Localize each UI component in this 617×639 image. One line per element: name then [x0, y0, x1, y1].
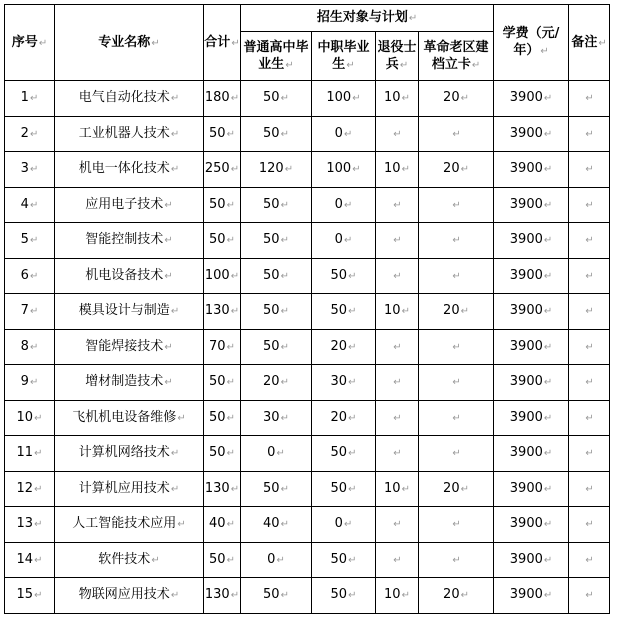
- cell-total: 130↵: [204, 471, 241, 507]
- cell-veterans: 10↵: [376, 471, 419, 507]
- cell-revolution-area: 20↵: [419, 471, 494, 507]
- cell-remark: ↵: [569, 507, 610, 543]
- cell-revolution-area: ↵: [419, 329, 494, 365]
- cell-major-name: 智能焊接技术↵: [55, 329, 204, 365]
- table-row: [5, 507, 610, 543]
- cell-veterans: ↵: [376, 436, 419, 472]
- enrollment-plan-table: [4, 4, 610, 614]
- cell-revolution-area: ↵: [419, 400, 494, 436]
- cell-tuition: 3900↵: [494, 223, 569, 259]
- cell-high-school: 50↵: [241, 258, 312, 294]
- cell-major-name: 智能控制技术↵: [55, 223, 204, 259]
- cell-major-name: 计算机应用技术↵: [55, 471, 204, 507]
- cell-revolution-area: 20↵: [419, 578, 494, 614]
- cell-total: 50↵: [204, 365, 241, 401]
- cell-vocational: 100↵: [312, 81, 376, 117]
- cell-high-school: 30↵: [241, 400, 312, 436]
- cell-veterans: ↵: [376, 187, 419, 223]
- cell-remark: ↵: [569, 223, 610, 259]
- table-row: [5, 400, 610, 436]
- cell-total: 50↵: [204, 187, 241, 223]
- cell-high-school: 50↵: [241, 471, 312, 507]
- cell-tuition: 3900↵: [494, 152, 569, 188]
- cell-revolution-area: 20↵: [419, 81, 494, 117]
- header-row-top: [5, 5, 610, 32]
- cell-seq: 6↵: [5, 258, 55, 294]
- cell-tuition: 3900↵: [494, 436, 569, 472]
- cell-high-school: 50↵: [241, 294, 312, 330]
- table-row: [5, 81, 610, 117]
- cell-veterans: ↵: [376, 223, 419, 259]
- cell-vocational: 50↵: [312, 471, 376, 507]
- table-row: [5, 436, 610, 472]
- cell-remark: ↵: [569, 542, 610, 578]
- table-row: [5, 365, 610, 401]
- cell-veterans: ↵: [376, 507, 419, 543]
- cell-remark: ↵: [569, 258, 610, 294]
- cell-vocational: 0↵: [312, 223, 376, 259]
- cell-high-school: 0↵: [241, 542, 312, 578]
- cell-tuition: 3900↵: [494, 400, 569, 436]
- cell-major-name: 飞机机电设备维修↵: [55, 400, 204, 436]
- header-high-school: 普通高中毕业生↵: [241, 32, 312, 81]
- cell-high-school: 50↵: [241, 329, 312, 365]
- cell-total: 50↵: [204, 223, 241, 259]
- cell-major-name: 增材制造技术↵: [55, 365, 204, 401]
- cell-total: 130↵: [204, 578, 241, 614]
- cell-revolution-area: ↵: [419, 223, 494, 259]
- cell-tuition: 3900↵: [494, 81, 569, 117]
- cell-high-school: 50↵: [241, 187, 312, 223]
- table-row: [5, 258, 610, 294]
- table-row: [5, 329, 610, 365]
- cell-total: 50↵: [204, 436, 241, 472]
- cell-total: 50↵: [204, 542, 241, 578]
- cell-seq: 4↵: [5, 187, 55, 223]
- cell-remark: ↵: [569, 294, 610, 330]
- cell-total: 250↵: [204, 152, 241, 188]
- header-enrollment-group: 招生对象与计划↵: [241, 5, 494, 32]
- cell-high-school: 50↵: [241, 81, 312, 117]
- cell-veterans: ↵: [376, 258, 419, 294]
- cell-seq: 5↵: [5, 223, 55, 259]
- cell-vocational: 0↵: [312, 507, 376, 543]
- cell-revolution-area: 20↵: [419, 294, 494, 330]
- cell-seq: 2↵: [5, 116, 55, 152]
- cell-major-name: 人工智能技术应用↵: [55, 507, 204, 543]
- cell-veterans: ↵: [376, 329, 419, 365]
- cell-high-school: 50↵: [241, 223, 312, 259]
- cell-vocational: 0↵: [312, 187, 376, 223]
- cell-veterans: ↵: [376, 365, 419, 401]
- cell-seq: 10↵: [5, 400, 55, 436]
- cell-vocational: 50↵: [312, 542, 376, 578]
- cell-revolution-area: ↵: [419, 507, 494, 543]
- cell-vocational: 50↵: [312, 258, 376, 294]
- cell-vocational: 30↵: [312, 365, 376, 401]
- table-row: [5, 542, 610, 578]
- table-row: [5, 116, 610, 152]
- cell-vocational: 50↵: [312, 294, 376, 330]
- cell-total: 180↵: [204, 81, 241, 117]
- cell-major-name: 电气自动化技术↵: [55, 81, 204, 117]
- header-seq: 序号↵: [5, 5, 55, 81]
- cell-tuition: 3900↵: [494, 471, 569, 507]
- cell-seq: 7↵: [5, 294, 55, 330]
- cell-vocational: 50↵: [312, 578, 376, 614]
- cell-high-school: 40↵: [241, 507, 312, 543]
- cell-tuition: 3900↵: [494, 507, 569, 543]
- table-row: [5, 152, 610, 188]
- cell-remark: ↵: [569, 152, 610, 188]
- cell-seq: 1↵: [5, 81, 55, 117]
- table-row: [5, 223, 610, 259]
- cell-total: 50↵: [204, 116, 241, 152]
- cell-seq: 11↵: [5, 436, 55, 472]
- cell-major-name: 软件技术↵: [55, 542, 204, 578]
- cell-total: 50↵: [204, 400, 241, 436]
- cell-tuition: 3900↵: [494, 258, 569, 294]
- cell-seq: 14↵: [5, 542, 55, 578]
- cell-vocational: 100↵: [312, 152, 376, 188]
- cell-tuition: 3900↵: [494, 294, 569, 330]
- cell-major-name: 机电设备技术↵: [55, 258, 204, 294]
- cell-seq: 9↵: [5, 365, 55, 401]
- cell-major-name: 应用电子技术↵: [55, 187, 204, 223]
- cell-tuition: 3900↵: [494, 187, 569, 223]
- cell-tuition: 3900↵: [494, 578, 569, 614]
- cell-total: 70↵: [204, 329, 241, 365]
- cell-major-name: 工业机器人技术↵: [55, 116, 204, 152]
- cell-seq: 8↵: [5, 329, 55, 365]
- cell-remark: ↵: [569, 116, 610, 152]
- header-total: 合计↵: [204, 5, 241, 81]
- cell-total: 100↵: [204, 258, 241, 294]
- cell-remark: ↵: [569, 436, 610, 472]
- cell-tuition: 3900↵: [494, 542, 569, 578]
- cell-high-school: 120↵: [241, 152, 312, 188]
- cell-vocational: 0↵: [312, 116, 376, 152]
- cell-revolution-area: ↵: [419, 365, 494, 401]
- cell-major-name: 计算机网络技术↵: [55, 436, 204, 472]
- cell-remark: ↵: [569, 81, 610, 117]
- cell-seq: 13↵: [5, 507, 55, 543]
- table-row: [5, 294, 610, 330]
- header-major-name: 专业名称↵: [55, 5, 204, 81]
- cell-vocational: 50↵: [312, 436, 376, 472]
- table-row: [5, 187, 610, 223]
- cell-tuition: 3900↵: [494, 116, 569, 152]
- cell-seq: 3↵: [5, 152, 55, 188]
- cell-remark: ↵: [569, 365, 610, 401]
- cell-veterans: 10↵: [376, 81, 419, 117]
- header-veterans: 退役士兵↵: [376, 32, 419, 81]
- cell-tuition: 3900↵: [494, 329, 569, 365]
- cell-veterans: ↵: [376, 400, 419, 436]
- table-body: [5, 81, 610, 614]
- cell-tuition: 3900↵: [494, 365, 569, 401]
- cell-major-name: 模具设计与制造↵: [55, 294, 204, 330]
- cell-revolution-area: ↵: [419, 258, 494, 294]
- header-tuition: 学费（元/年）↵: [494, 5, 569, 81]
- cell-high-school: 20↵: [241, 365, 312, 401]
- cell-major-name: 机电一体化技术↵: [55, 152, 204, 188]
- header-remark: 备注↵: [569, 5, 610, 81]
- cell-remark: ↵: [569, 400, 610, 436]
- header-revolution-area: 革命老区建档立卡↵: [419, 32, 494, 81]
- cell-revolution-area: ↵: [419, 542, 494, 578]
- cell-seq: 12↵: [5, 471, 55, 507]
- cell-revolution-area: 20↵: [419, 152, 494, 188]
- cell-remark: ↵: [569, 471, 610, 507]
- cell-veterans: 10↵: [376, 294, 419, 330]
- table-row: [5, 471, 610, 507]
- cell-revolution-area: ↵: [419, 187, 494, 223]
- cell-remark: ↵: [569, 578, 610, 614]
- cell-veterans: ↵: [376, 542, 419, 578]
- cell-total: 130↵: [204, 294, 241, 330]
- cell-high-school: 50↵: [241, 116, 312, 152]
- cell-remark: ↵: [569, 187, 610, 223]
- cell-veterans: ↵: [376, 116, 419, 152]
- cell-total: 40↵: [204, 507, 241, 543]
- cell-remark: ↵: [569, 329, 610, 365]
- table-row: [5, 578, 610, 614]
- cell-high-school: 50↵: [241, 578, 312, 614]
- cell-high-school: 0↵: [241, 436, 312, 472]
- cell-revolution-area: ↵: [419, 116, 494, 152]
- cell-vocational: 20↵: [312, 400, 376, 436]
- cell-revolution-area: ↵: [419, 436, 494, 472]
- header-vocational: 中职毕业生↵: [312, 32, 376, 81]
- cell-veterans: 10↵: [376, 578, 419, 614]
- cell-seq: 15↵: [5, 578, 55, 614]
- cell-major-name: 物联网应用技术↵: [55, 578, 204, 614]
- cell-vocational: 20↵: [312, 329, 376, 365]
- cell-veterans: 10↵: [376, 152, 419, 188]
